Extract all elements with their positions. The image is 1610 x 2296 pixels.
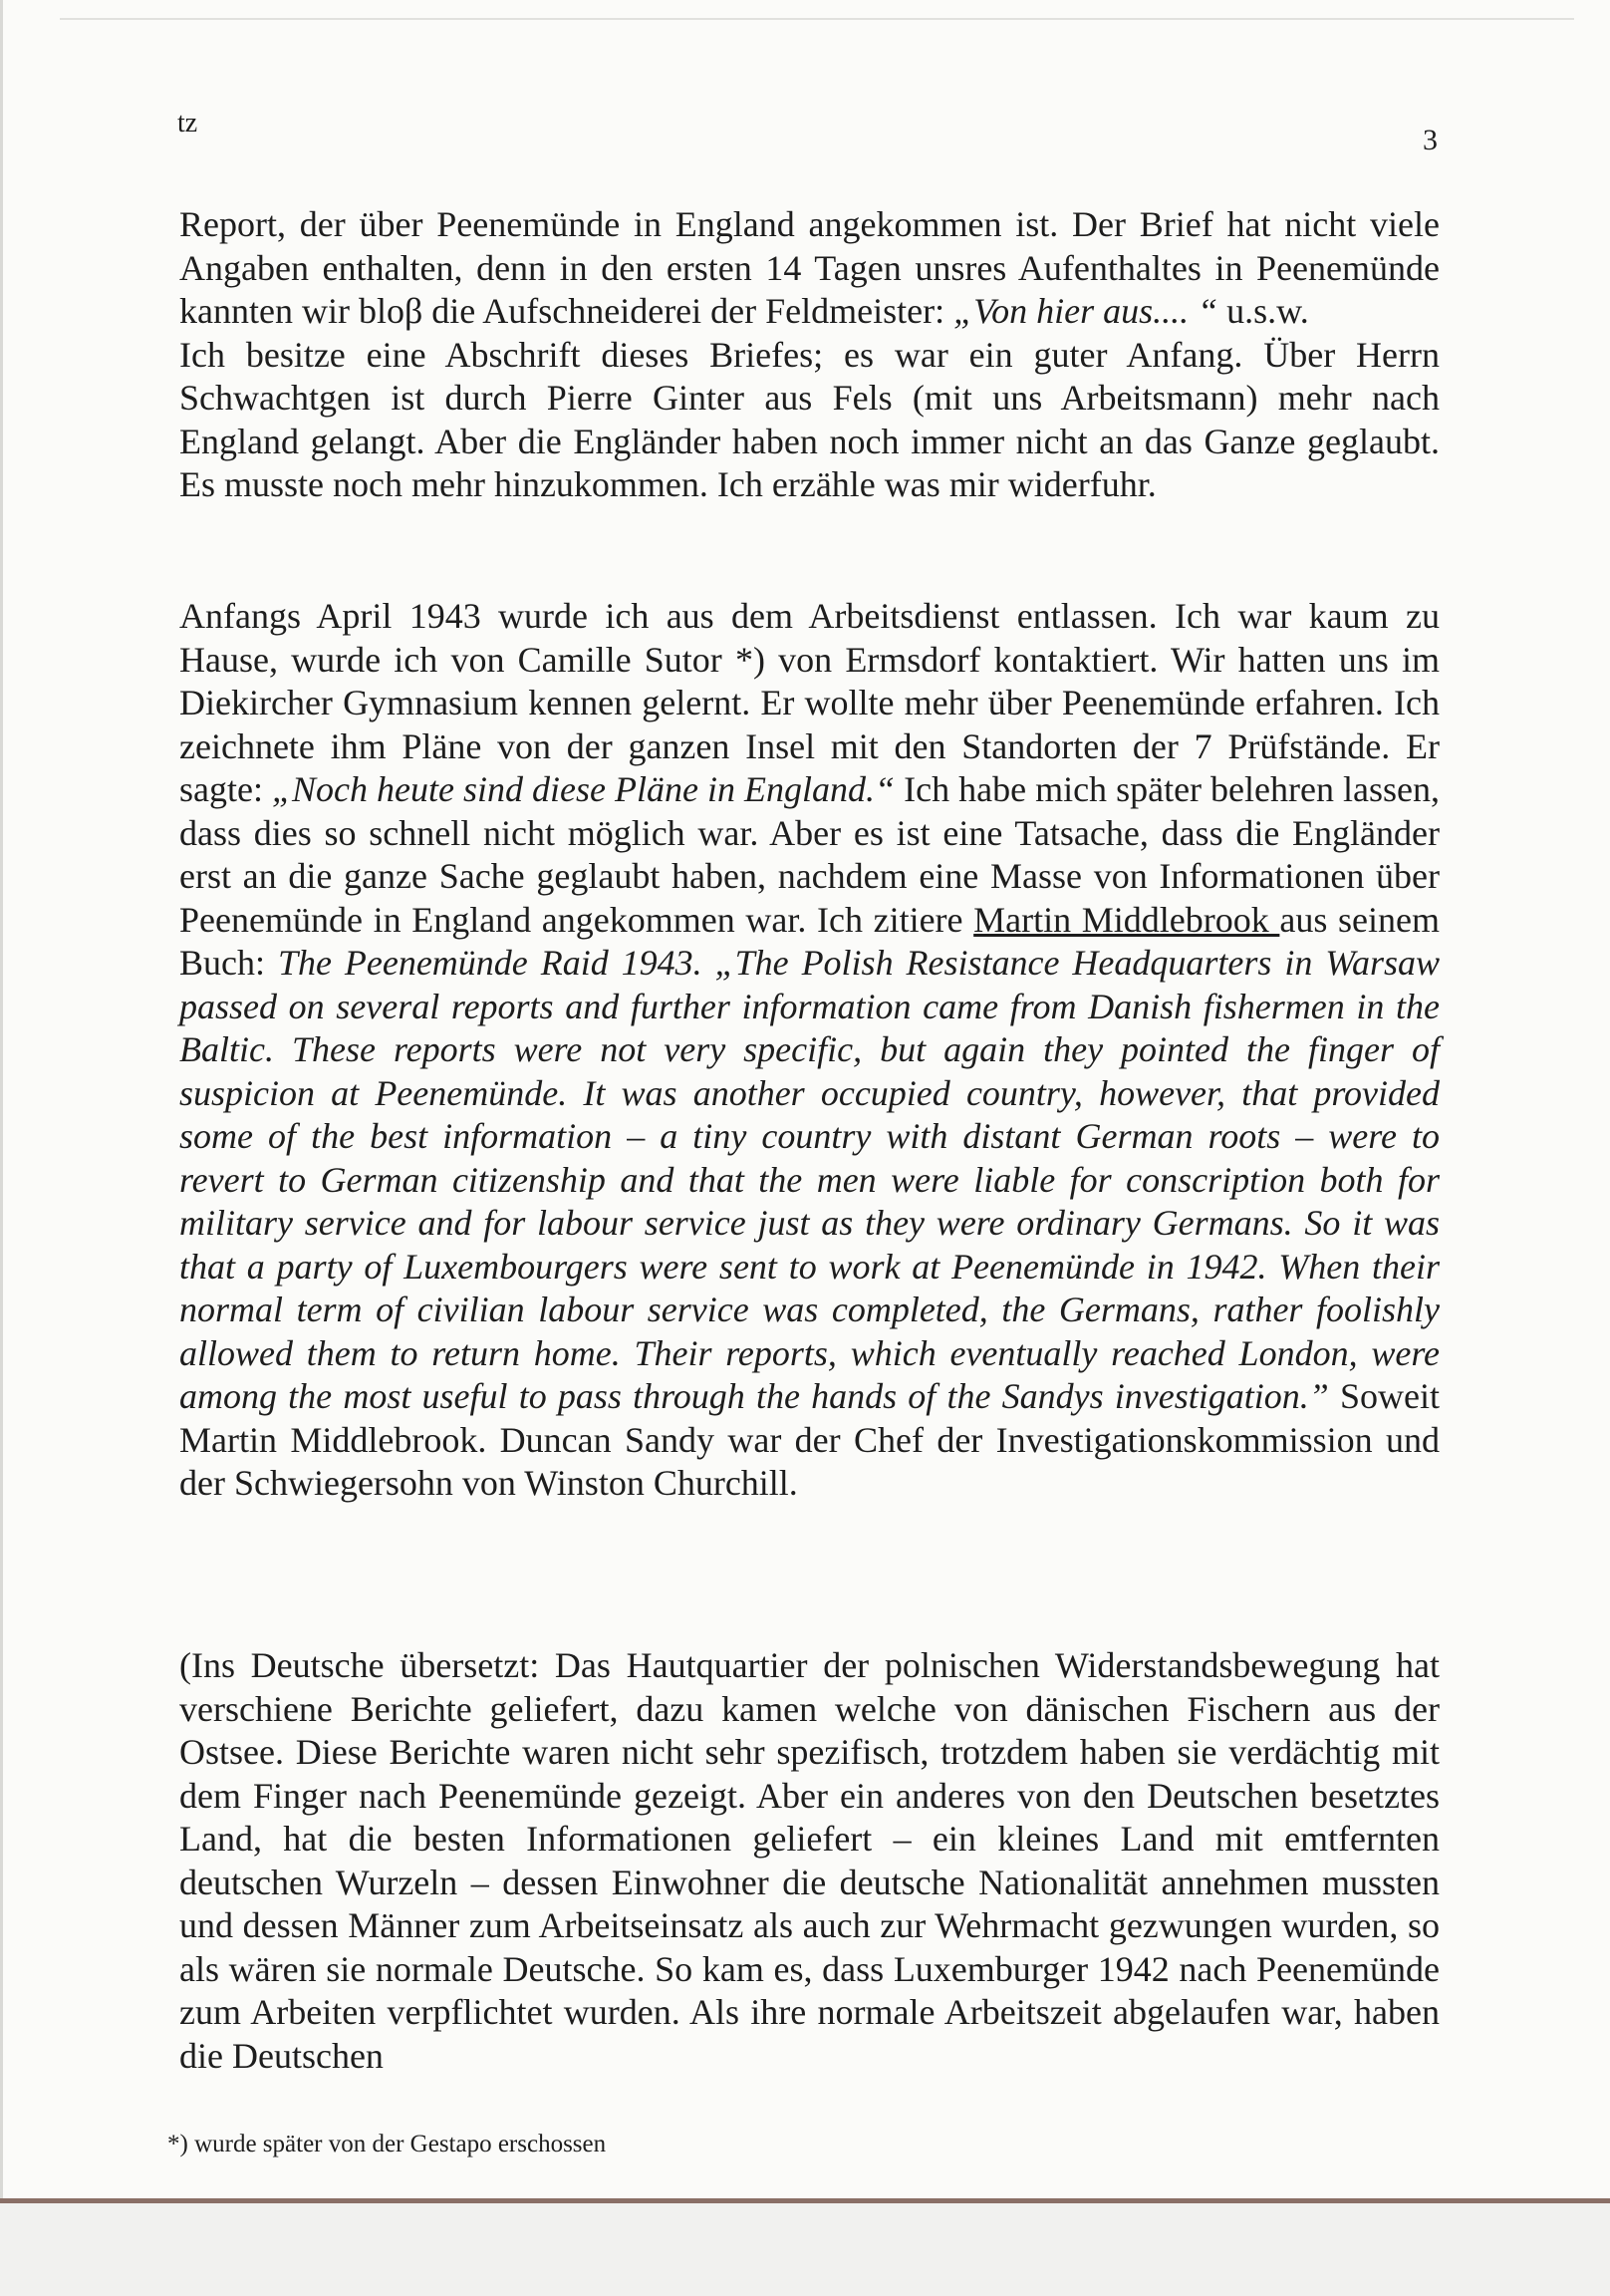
paragraph-1-a: [179, 203, 1440, 334]
paragraph-2-text-c: aus seinem Buch:: [179, 899, 1440, 983]
paragraph-1-usw: u.s.w.: [1217, 291, 1309, 331]
english-book-quote: The Peenemünde Raid 1943. „The Polish Resistance Headquarters in Warsaw passed on several reports and further information came from Danish fishermen in the Baltic. These reports were not very specific, but again they pointed the finger of suspicion at Peenemünde. It was another occupied country, however, that provided some of the best information – a tiny country with distant German roots – were to revert to German citizenship and that the men were liable for conscription both for military service and for labour service just as they were ordinary Germans. So it was that a party of Luxembourgers were sent to work at Peenemünde in 1942. When their normal term of civilian labour service was completed, the Germans, rather foolishly allowed them to return home. Their reports, which eventually reached London, were among the most useful to pass through the hands of the Sandys investigation.”: [179, 943, 1440, 1416]
author-name-underlined: Martin Middlebrook: [973, 899, 1280, 940]
paragraph-2-text: Anfangs April 1943 wurde ich aus dem Arbeitsdienst entlassen. Ich war kaum zu Hause, wurde ich von Camille Sutor *) von Ermsdorf kontaktiert. Wir hatten uns im Diekircher Gymnasium kennen gelernt. Er wollte mehr über Peenemünde erfahren. Ich zeichnete ihm Pläne von der ganzen Insel mit den Standorten der 7 Prüfstände. Er sagte:: [179, 596, 1440, 809]
paragraph-1: [179, 203, 1440, 507]
paragraph-2: [179, 595, 1440, 1506]
page-number: 3: [1423, 124, 1438, 156]
paragraph-2-text-d: Soweit Martin Middlebrook. Duncan Sandy war der Chef der Investigationskommission und der Schwiegersohn von Winston Churchill.: [179, 1376, 1440, 1503]
page-top-edge: [60, 18, 1574, 20]
paragraph-2-quote: „Noch heute sind diese Pläne in England.“: [272, 769, 896, 809]
footnote: *) wurde später von der Gestapo erschossen: [167, 2131, 607, 2157]
paragraph-2-text-b: Ich habe mich später belehren lassen, dass dies so schnell nicht möglich war. Aber es ist eine Tatsache, dass die Engländer erst an die ganze Sache geglaubt haben, nachdem eine Masse von Informationen über Peenemünde in England angekommen war. Ich zitiere: [179, 769, 1440, 940]
paragraph-1-quote: „Von hier aus.... “: [953, 291, 1218, 331]
paragraph-1-text: Report, der über Peenemünde in England angekommen ist. Der Brief hat nicht viele Angaben enthalten, denn in den ersten 14 Tagen unsres Aufenthaltes in Peenemünde kannten wir bloβ die Aufschneiderei der Feldmeister:: [179, 204, 1440, 331]
page-left-edge: [0, 0, 3, 2296]
paragraph-2-content: [179, 595, 1440, 1506]
paragraph-3-translation: (Ins Deutsche übersetzt: Das Hautquartier der polnischen Widerstandsbewegung hat verschiene Berichte geliefert, dazu kamen welche von dänischen Fischern aus der Ostsee. Diese Berichte waren nicht sehr spezifisch, trotzdem haben sie verdächtig mit dem Finger nach Peenemünde gezeigt. Aber ein anderes von den Deutschen besetztes Land, hat die besten Informationen geliefert – ein kleines Land mit emtfernten deutschen Wurzeln – dessen Einwohner die deutsche Nationalität annehmen mussten und dessen Männer zum Arbeitseinsatz als auch zur Wehrmacht gezwungen wurden, so als wären sie normale Deutsche. So kam es, dass Luxemburger 1942 nach Peenemünde zum Arbeiten verpflichtet wurden. Als ihre normale Arbeitszeit abgelaufen war, haben die Deutschen: [179, 1645, 1440, 2076]
header-initials: tz: [177, 108, 198, 139]
scan-background: [0, 2203, 1610, 2296]
paragraph-3: [179, 1644, 1440, 2078]
paragraph-1-b: Ich besitze eine Abschrift dieses Briefes; es war ein guter Anfang. Über Herrn Schwachtgen ist durch Pierre Ginter aus Fels (mit uns Arbeitsmann) mehr nach England gelangt. Aber die Engländer haben noch immer nicht an das Ganze geglaubt. Es musste noch mehr hinzukommen. Ich erzähle was mir widerfuhr.: [179, 334, 1440, 504]
